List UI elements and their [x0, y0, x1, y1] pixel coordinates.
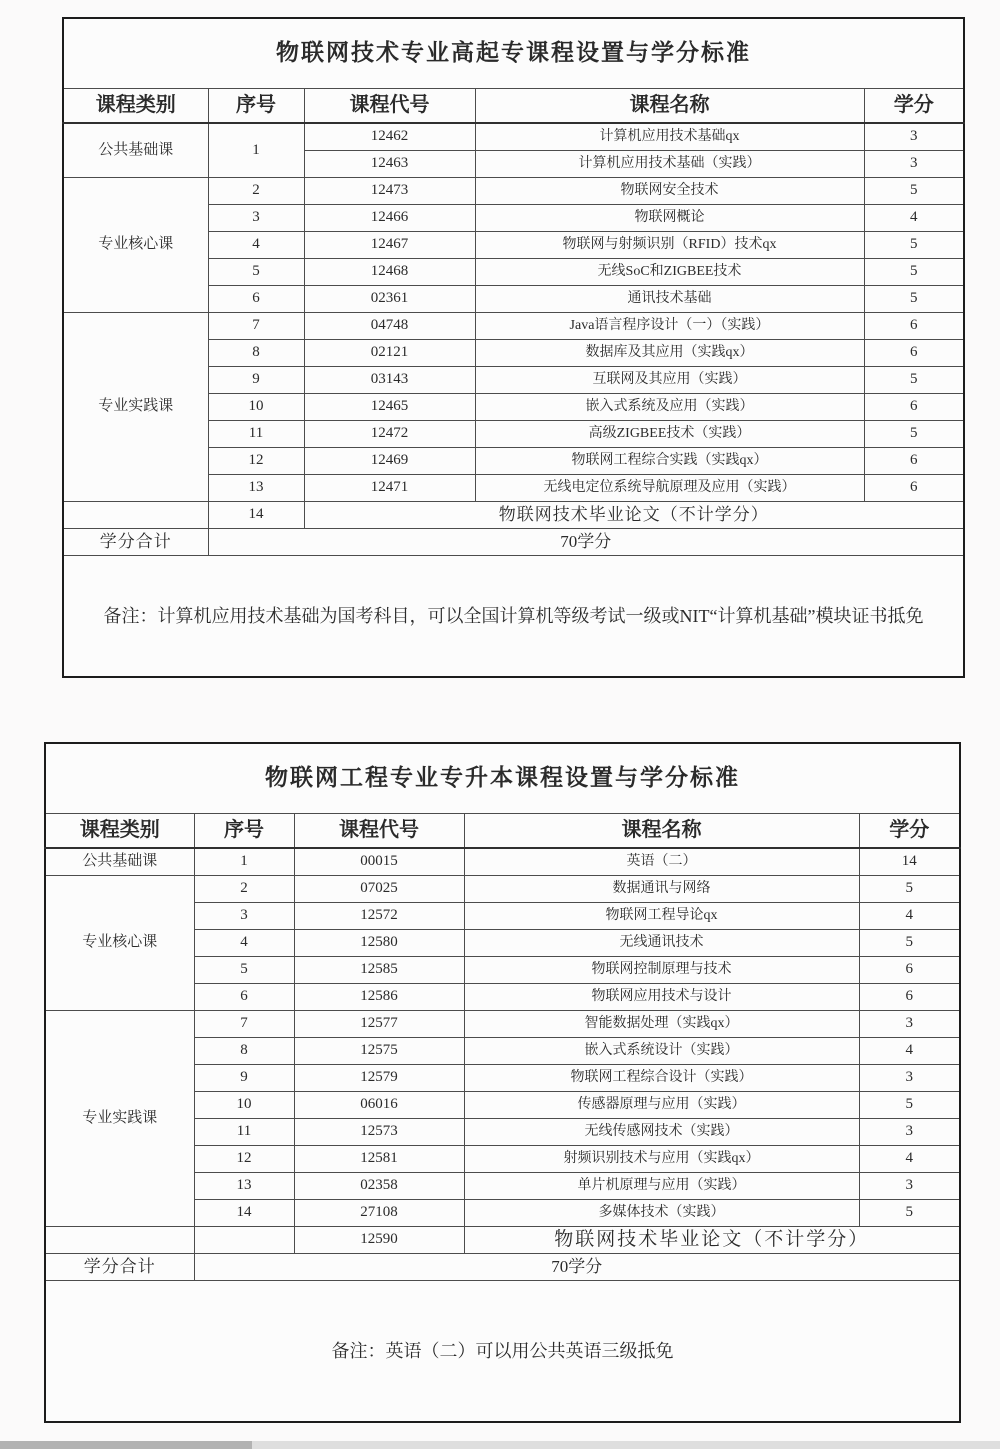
- category-cell: 专业核心课: [45, 875, 194, 1010]
- column-header: 课程类别: [63, 88, 208, 123]
- total-value-cell: 70学分: [208, 528, 964, 555]
- name-cell: 物联网控制原理与技术: [464, 956, 859, 983]
- seq-cell: 4: [208, 231, 304, 258]
- code-cell: 07025: [294, 875, 464, 902]
- note-top-cell: 备注：计算机应用技术基础为国考科目，可以全国计算机等级考试一级或NIT“计算机基础”模块证书抵免: [63, 555, 964, 677]
- column-header: 课程代号: [294, 813, 464, 848]
- credit-cell: 5: [859, 1091, 960, 1118]
- credit-cell: 5: [864, 285, 964, 312]
- seq-cell: 6: [194, 983, 294, 1010]
- table-row: [63, 555, 964, 677]
- name-cell: 通讯技术基础: [475, 285, 864, 312]
- code-cell: 12466: [304, 204, 475, 231]
- column-header: 学分: [859, 813, 960, 848]
- name-cell: 无线电定位系统导航原理及应用（实践）: [475, 474, 864, 501]
- code-cell: 12575: [294, 1037, 464, 1064]
- table-row: [45, 1280, 960, 1422]
- scrollbar-thumb[interactable]: [0, 1441, 252, 1449]
- table-header-row: [45, 813, 960, 848]
- empty-cell: [194, 1226, 294, 1253]
- code-cell: 12577: [294, 1010, 464, 1037]
- code-cell: 12469: [304, 447, 475, 474]
- code-cell: 03143: [304, 366, 475, 393]
- name-cell: 计算机应用技术基础qx: [475, 123, 864, 150]
- table-row: [63, 312, 964, 339]
- horizontal-scrollbar[interactable]: [0, 1441, 1000, 1449]
- credit-cell: 5: [864, 258, 964, 285]
- code-cell: 12473: [304, 177, 475, 204]
- total-value-cell: 70学分: [194, 1253, 960, 1280]
- seq-cell: 2: [194, 875, 294, 902]
- name-cell: 物联网工程导论qx: [464, 902, 859, 929]
- seq-cell: 5: [194, 956, 294, 983]
- category-cell: 专业核心课: [63, 177, 208, 312]
- empty-cell: [45, 1226, 194, 1253]
- seq-cell: 11: [194, 1118, 294, 1145]
- table-body: [63, 123, 964, 677]
- column-header: 课程名称: [475, 88, 864, 123]
- table-row: [63, 528, 964, 555]
- seq-cell: 8: [208, 339, 304, 366]
- seq-cell: 9: [208, 366, 304, 393]
- table-row: [45, 1226, 960, 1253]
- category-cell: 专业实践课: [45, 1010, 194, 1226]
- code-cell: 12579: [294, 1064, 464, 1091]
- column-header: 学分: [864, 88, 964, 123]
- total-label-cell: 学分合计: [63, 528, 208, 555]
- table-title-row: [45, 743, 960, 813]
- name-cell: 高级ZIGBEE技术（实践）: [475, 420, 864, 447]
- name-cell: 单片机原理与应用（实践）: [464, 1172, 859, 1199]
- credit-cell: 3: [864, 123, 964, 150]
- name-cell: 数据库及其应用（实践qx）: [475, 339, 864, 366]
- code-cell: 12462: [304, 123, 475, 150]
- category-cell: 公共基础课: [63, 123, 208, 177]
- code-cell: 02358: [294, 1172, 464, 1199]
- name-cell: 无线通讯技术: [464, 929, 859, 956]
- code-cell: 02121: [304, 339, 475, 366]
- credit-cell: 4: [859, 902, 960, 929]
- code-cell: 02361: [304, 285, 475, 312]
- code-cell: 12573: [294, 1118, 464, 1145]
- name-cell: 无线SoC和ZIGBEE技术: [475, 258, 864, 285]
- code-cell: 12590: [294, 1226, 464, 1253]
- table-row: [45, 1253, 960, 1280]
- name-cell: 物联网概论: [475, 204, 864, 231]
- seq-cell: 13: [208, 474, 304, 501]
- table-row: [45, 848, 960, 875]
- code-cell: 12586: [294, 983, 464, 1010]
- seq-cell: 14: [194, 1199, 294, 1226]
- credit-cell: 4: [859, 1145, 960, 1172]
- table-header-row: [63, 88, 964, 123]
- table-title-row: [63, 18, 964, 88]
- column-header: 课程类别: [45, 813, 194, 848]
- name-cell: 物联网安全技术: [475, 177, 864, 204]
- table-row: [63, 501, 964, 528]
- code-cell: 12467: [304, 231, 475, 258]
- credit-cell: 5: [864, 366, 964, 393]
- credit-cell: 6: [864, 447, 964, 474]
- credit-cell: 6: [864, 339, 964, 366]
- seq-cell: 6: [208, 285, 304, 312]
- name-cell: 无线传感网技术（实践）: [464, 1118, 859, 1145]
- seq-cell: 12: [208, 447, 304, 474]
- column-header: 序号: [194, 813, 294, 848]
- table-title: 物联网技术专业高起专课程设置与学分标准: [63, 18, 964, 88]
- category-cell: 专业实践课: [63, 312, 208, 501]
- credit-cell: 5: [859, 929, 960, 956]
- credit-cell: 3: [859, 1172, 960, 1199]
- code-cell: 12572: [294, 902, 464, 929]
- code-cell: 00015: [294, 848, 464, 875]
- code-cell: 12581: [294, 1145, 464, 1172]
- credit-cell: 6: [864, 474, 964, 501]
- seq-cell: 11: [208, 420, 304, 447]
- seq-cell: 5: [208, 258, 304, 285]
- column-header: 序号: [208, 88, 304, 123]
- name-cell: 互联网及其应用（实践）: [475, 366, 864, 393]
- category-left-cell: 公共基础课: [45, 848, 194, 875]
- thesis-lg-cell: 物联网技术毕业论文（不计学分）: [464, 1226, 960, 1253]
- credit-cell: 5: [864, 420, 964, 447]
- seq-cell: 1: [194, 848, 294, 875]
- seq-cell: 7: [194, 1010, 294, 1037]
- column-header: 课程代号: [304, 88, 475, 123]
- table-row: [45, 1010, 960, 1037]
- table-row: [63, 177, 964, 204]
- seq-cell: 9: [194, 1064, 294, 1091]
- name-cell: 物联网应用技术与设计: [464, 983, 859, 1010]
- name-cell: 多媒体技术（实践）: [464, 1199, 859, 1226]
- credit-cell: 3: [859, 1064, 960, 1091]
- seq-cell: 13: [194, 1172, 294, 1199]
- credit-cell: 6: [864, 312, 964, 339]
- credit-cell: 6: [864, 393, 964, 420]
- credit-cell: 3: [859, 1118, 960, 1145]
- code-cell: 12472: [304, 420, 475, 447]
- name-cell: 计算机应用技术基础（实践）: [475, 150, 864, 177]
- name-cell: 嵌入式系统设计（实践）: [464, 1037, 859, 1064]
- code-cell: 27108: [294, 1199, 464, 1226]
- name-cell: 传感器原理与应用（实践）: [464, 1091, 859, 1118]
- name-cell: 智能数据处理（实践qx）: [464, 1010, 859, 1037]
- credit-cell: 5: [864, 231, 964, 258]
- credit-cell: 4: [864, 204, 964, 231]
- seq-cell: 7: [208, 312, 304, 339]
- code-cell: 12465: [304, 393, 475, 420]
- course-table-zhuanshengben: [44, 742, 961, 1423]
- credit-cell: 5: [864, 177, 964, 204]
- seq-cell: 8: [194, 1037, 294, 1064]
- credit-cell: 3: [859, 1010, 960, 1037]
- credit-cell: 14: [859, 848, 960, 875]
- name-cell: Java语言程序设计（一）（实践）: [475, 312, 864, 339]
- name-cell: 物联网工程综合实践（实践qx）: [475, 447, 864, 474]
- name-cell: 物联网工程综合设计（实践）: [464, 1064, 859, 1091]
- seq-cell: 10: [208, 393, 304, 420]
- column-header: 课程名称: [464, 813, 859, 848]
- code-cell: 06016: [294, 1091, 464, 1118]
- name-cell: 英语（二）: [464, 848, 859, 875]
- total-label-cell: 学分合计: [45, 1253, 194, 1280]
- code-cell: 12585: [294, 956, 464, 983]
- code-cell: 12468: [304, 258, 475, 285]
- seq-cell: 12: [194, 1145, 294, 1172]
- name-cell: 数据通讯与网络: [464, 875, 859, 902]
- empty-cell: [63, 501, 208, 528]
- table-title: 物联网工程专业专升本课程设置与学分标准: [45, 743, 960, 813]
- table-row: [63, 123, 964, 150]
- code-cell: 12463: [304, 150, 475, 177]
- credit-cell: 3: [864, 150, 964, 177]
- table-row: [45, 875, 960, 902]
- seq-cell: 3: [208, 204, 304, 231]
- seq-cell: 3: [194, 902, 294, 929]
- credit-cell: 6: [859, 956, 960, 983]
- seq-cell: 4: [194, 929, 294, 956]
- credit-cell: 5: [859, 1199, 960, 1226]
- course-table-gaoqizhuan: [62, 17, 965, 678]
- thesis-cell: 物联网技术毕业论文（不计学分）: [304, 501, 964, 528]
- seq-cell: 14: [208, 501, 304, 528]
- credit-cell: 4: [859, 1037, 960, 1064]
- seq-cell: 1: [208, 123, 304, 177]
- name-cell: 嵌入式系统及应用（实践）: [475, 393, 864, 420]
- table-body: [45, 848, 960, 1422]
- code-cell: 04748: [304, 312, 475, 339]
- name-cell: 物联网与射频识别（RFID）技术qx: [475, 231, 864, 258]
- name-cell: 射频识别技术与应用（实践qx）: [464, 1145, 859, 1172]
- code-cell: 12580: [294, 929, 464, 956]
- seq-cell: 2: [208, 177, 304, 204]
- note-mid-cell: 备注：英语（二）可以用公共英语三级抵免: [45, 1280, 960, 1422]
- credit-cell: 5: [859, 875, 960, 902]
- seq-cell: 10: [194, 1091, 294, 1118]
- credit-cell: 6: [859, 983, 960, 1010]
- code-cell: 12471: [304, 474, 475, 501]
